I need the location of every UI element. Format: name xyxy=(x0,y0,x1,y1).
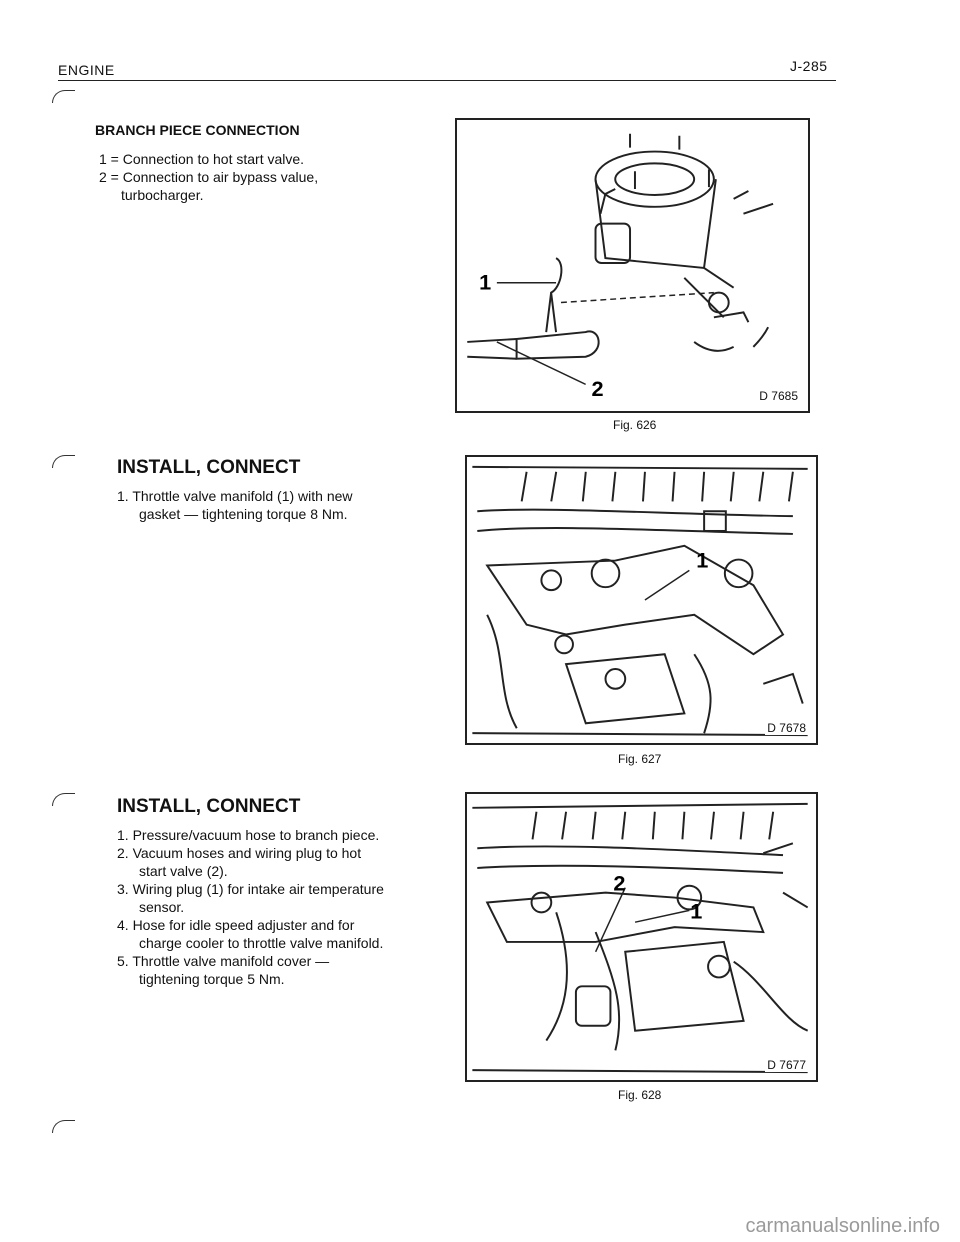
text-line: 3. Wiring plug (1) for intake air temperature xyxy=(117,881,384,897)
engine-bay-drawing xyxy=(467,457,816,743)
section-header: ENGINE xyxy=(58,62,115,78)
section-body xyxy=(117,487,353,523)
margin-mark xyxy=(52,793,75,806)
text-line: start valve (2). xyxy=(139,863,228,879)
watermark: carmanualsonline.info xyxy=(745,1215,940,1237)
callout-label: 1 xyxy=(696,547,709,573)
text-line: 5. Throttle valve manifold cover — xyxy=(117,953,330,969)
callout-label: 2 xyxy=(613,870,626,896)
text-line: 2 = Connection to air bypass value, xyxy=(99,169,319,185)
text-line: 1. Throttle valve manifold (1) with new xyxy=(117,488,353,504)
text-line: 2. Vacuum hoses and wiring plug to hot xyxy=(117,845,362,861)
figure-626 xyxy=(455,118,810,413)
text-line: sensor. xyxy=(139,899,185,915)
section-title: INSTALL, CONNECT xyxy=(117,457,301,478)
text-line: gasket — tightening torque 8 Nm. xyxy=(139,506,348,522)
figure-628 xyxy=(465,792,818,1082)
drawing-code: D 7685 xyxy=(759,389,798,403)
engine-bay-drawing xyxy=(467,794,816,1080)
callout-label: 1 xyxy=(690,898,703,924)
margin-mark xyxy=(52,90,75,103)
header-rule xyxy=(58,80,836,81)
margin-mark xyxy=(52,1120,75,1133)
page-number: J-285 xyxy=(790,58,828,74)
callout-label: 2 xyxy=(591,376,604,402)
drawing-code: D 7677 xyxy=(767,1058,806,1072)
figure-caption: Fig. 626 xyxy=(613,418,657,432)
throttle-manifold-drawing xyxy=(457,120,808,411)
figure-caption: Fig. 628 xyxy=(618,1088,662,1102)
drawing-code: D 7678 xyxy=(767,721,806,735)
figure-caption: Fig. 627 xyxy=(618,752,662,766)
text-line: tightening torque 5 Nm. xyxy=(139,971,285,987)
text-line: 1. Pressure/vacuum hose to branch piece. xyxy=(117,827,380,843)
text-line: 4. Hose for idle speed adjuster and for xyxy=(117,917,355,933)
figure-627 xyxy=(465,455,818,745)
section-body xyxy=(99,150,318,204)
text-line: 1 = Connection to hot start valve. xyxy=(99,151,305,167)
section-title: BRANCH PIECE CONNECTION xyxy=(95,122,300,138)
text-line: turbocharger. xyxy=(121,187,204,203)
callout-label: 1 xyxy=(479,269,492,295)
section-title: INSTALL, CONNECT xyxy=(117,796,301,817)
margin-mark xyxy=(52,455,75,468)
text-line: charge cooler to throttle valve manifold. xyxy=(139,935,384,951)
section-body xyxy=(117,826,384,988)
